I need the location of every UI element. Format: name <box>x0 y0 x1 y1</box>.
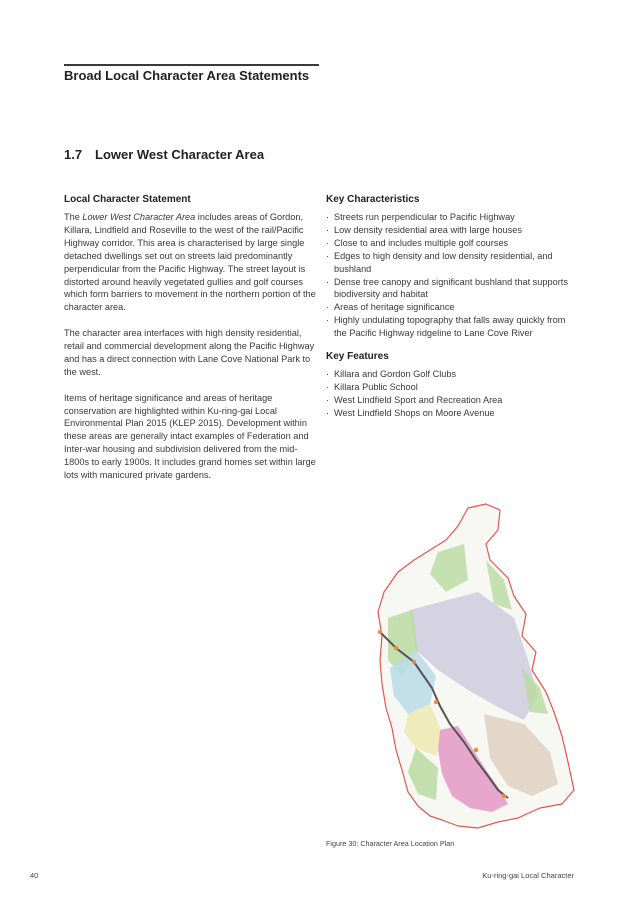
section-title: Broad Local Character Area Statements <box>64 68 310 83</box>
section-heading-title: Lower West Character Area <box>95 147 265 162</box>
local-character-statement-body <box>64 211 316 495</box>
list-item: · Low density residential area with large houses <box>326 224 576 237</box>
list-item: · Close to and includes multiple golf courses <box>326 237 576 250</box>
list-item: · Highly undulating topography that falls away quickly from the Pacific Highway ridgeline to Lane Cove River <box>326 314 576 340</box>
statement-paragraph-1 <box>64 211 316 314</box>
list-item: · Dense tree canopy and significant bushland that supports biodiversity and habitat <box>326 276 576 302</box>
statement-paragraph-2: The character area interfaces with high density residential, retail and commercial development along the Pacific Highway and has a direct connection with Lane Cove National Park to the west. <box>64 328 315 377</box>
list-item: · Edges to high density and low density residential, and bushland <box>326 250 576 276</box>
page-heading <box>64 147 264 162</box>
key-characteristics-list <box>326 211 576 340</box>
character-area-location-map <box>318 500 578 832</box>
station-marker <box>474 748 478 752</box>
key-features-list <box>326 368 576 420</box>
key-features-heading: Key Features <box>326 351 389 362</box>
figure-caption: Figure 30: Character Area Location Plan <box>326 839 455 848</box>
p1-prefix: The <box>64 212 83 222</box>
station-marker <box>434 700 438 704</box>
list-item: · Killara Public School <box>326 381 576 394</box>
page-number: 40 <box>30 871 39 880</box>
header-rule <box>64 64 319 66</box>
statement-paragraph-3: Items of heritage significance and areas of heritage conservation are highlighted within Ku-ring-gai Local Environmental Plan 2015 (KLEP 2015). Development within these areas are generally intact examples of Federation and Inter-war housing and subdivision delivered from the mid-1800s to early 1900s. It includes grand homes set within large lots with manicured private gardens. <box>64 392 316 481</box>
section-number: 1.7 <box>64 147 83 162</box>
local-character-statement-heading: Local Character Statement <box>64 194 191 205</box>
station-marker <box>412 660 416 664</box>
list-item: · West Lindfield Sport and Recreation Area <box>326 394 576 407</box>
list-item: · West Lindfield Shops on Moore Avenue <box>326 407 576 420</box>
list-item: · Areas of heritage significance <box>326 301 576 314</box>
p1-rest: includes areas of Gordon, Killara, Lindfield and Roseville to the west of the rail/Pacific Highway corridor. This area is characterised by large single detached dwellings set out on streets laid predominantly perpendicular from the Pacific Highway. The street layout is distorted around heavily vegetated gullies and golf courses which form barriers to movement in the northern portion of the character area. <box>64 212 316 313</box>
station-marker <box>502 794 506 798</box>
station-marker <box>394 646 398 650</box>
p1-italic-area-name: Lower West Character Area <box>82 212 196 222</box>
document-title-footer: Ku-ring-gai Local Character <box>482 871 574 880</box>
key-characteristics-heading: Key Characteristics <box>326 194 420 205</box>
list-item: · Streets run perpendicular to Pacific Highway <box>326 211 576 224</box>
list-item: · Killara and Gordon Golf Clubs <box>326 368 576 381</box>
station-marker <box>378 630 382 634</box>
